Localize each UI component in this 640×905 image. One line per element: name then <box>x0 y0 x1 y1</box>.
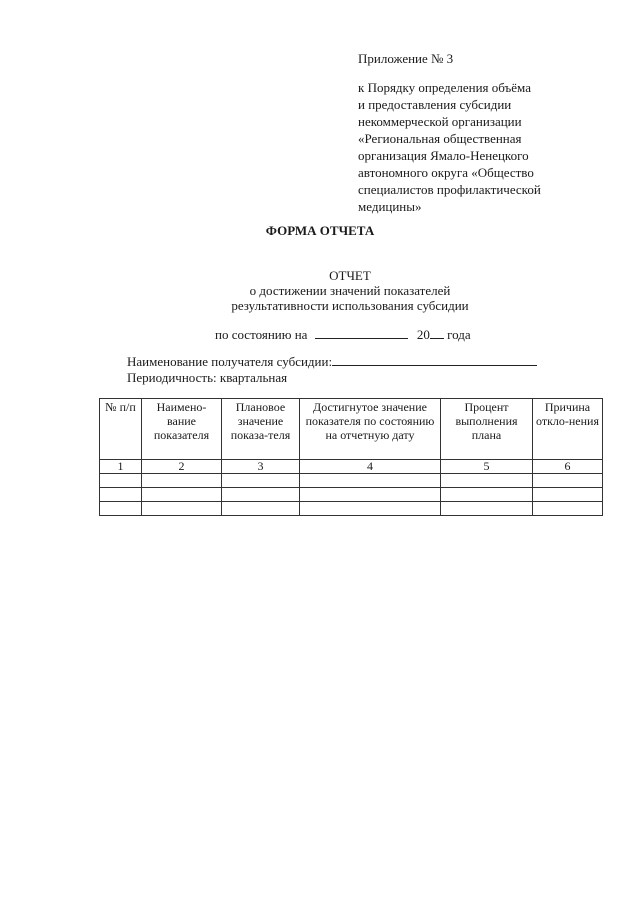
table-row <box>100 488 603 502</box>
appendix-line: некоммерческой организации <box>358 114 522 129</box>
table-cell[interactable] <box>142 488 222 502</box>
year-suffix: года <box>447 327 471 342</box>
column-number: 4 <box>300 460 441 474</box>
column-number: 2 <box>142 460 222 474</box>
table-cell[interactable] <box>300 474 441 488</box>
date-blank-field[interactable] <box>315 328 408 339</box>
table-header: Причина откло-нения <box>533 399 603 460</box>
year-prefix: 20 <box>416 327 430 342</box>
table-cell[interactable] <box>533 502 603 516</box>
table-number-row <box>100 460 603 474</box>
table-cell[interactable] <box>300 502 441 516</box>
table-cell[interactable] <box>441 488 533 502</box>
appendix-block <box>358 50 541 215</box>
appendix-line: медицины» <box>358 199 422 214</box>
appendix-title: Приложение № 3 <box>358 51 454 66</box>
column-number: 3 <box>222 460 300 474</box>
appendix-line: специалистов профилактической <box>358 182 541 197</box>
report-subtitle: о достижении значений показателей <box>249 283 451 298</box>
table-header: Плановое значение показа-теля <box>222 399 300 460</box>
date-prefix: по состоянию на <box>215 327 308 342</box>
appendix-line: организация Ямало-Ненецкого <box>358 148 529 163</box>
table-cell[interactable] <box>142 474 222 488</box>
report-table <box>99 398 603 516</box>
recipient-blank-field[interactable] <box>332 355 537 366</box>
table-cell[interactable] <box>222 474 300 488</box>
report-subtitle: результативности использования субсидии <box>231 298 469 313</box>
table-cell[interactable] <box>441 474 533 488</box>
table-header: Достигнутое значение показателя по состоянию на отчетную дату <box>300 399 441 460</box>
table-cell[interactable] <box>100 488 142 502</box>
report-title: ОТЧЕТ <box>329 268 371 283</box>
table-header: Наимено-вание показателя <box>142 399 222 460</box>
table-cell[interactable] <box>100 474 142 488</box>
table-header: № п/п <box>100 399 142 460</box>
table-cell[interactable] <box>100 502 142 516</box>
table-row <box>100 502 603 516</box>
table-row <box>100 474 603 488</box>
table-header: Процент выполнения плана <box>441 399 533 460</box>
table-cell[interactable] <box>222 488 300 502</box>
report-heading <box>0 268 640 313</box>
column-number: 5 <box>441 460 533 474</box>
year-blank-field[interactable] <box>430 328 444 339</box>
appendix-line: к Порядку определения объёма <box>358 80 531 95</box>
column-number: 6 <box>533 460 603 474</box>
column-number: 1 <box>100 460 142 474</box>
table-cell[interactable] <box>533 474 603 488</box>
table-cell[interactable] <box>300 488 441 502</box>
recipient-line <box>127 354 537 370</box>
appendix-line: «Региональная общественная <box>358 131 522 146</box>
table-cell[interactable] <box>533 488 603 502</box>
table-cell[interactable] <box>142 502 222 516</box>
table-cell[interactable] <box>441 502 533 516</box>
report-date-line <box>215 327 471 343</box>
form-title: ФОРМА ОТЧЕТА <box>265 223 375 238</box>
recipient-label: Наименование получателя субсидии: <box>127 354 333 369</box>
periodicity: Периодичность: квартальная <box>127 370 288 385</box>
table-cell[interactable] <box>222 502 300 516</box>
appendix-line: и предоставления субсидии <box>358 97 512 112</box>
table-header-row <box>100 399 603 460</box>
appendix-line: автономного округа «Общество <box>358 165 534 180</box>
